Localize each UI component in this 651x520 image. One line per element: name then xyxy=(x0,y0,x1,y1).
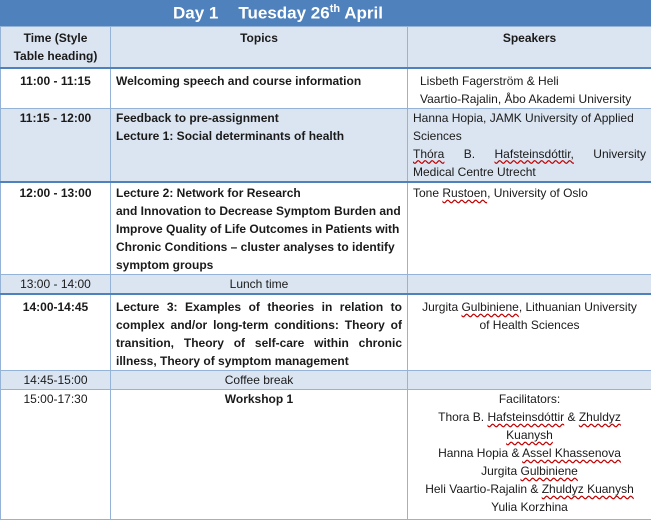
speaker-cell: Facilitators: Thora B. Hafsteinsdóttir & Zhuldyz Kuanysh Hanna Hopia & Assel Khassenova Jurgita Gulbiniene Heli Vaartio-Rajalin & Zhuldyz Kuanysh Yulia Korzhina xyxy=(408,390,651,520)
topic-cell: Lunch time xyxy=(111,275,408,295)
day-label: Day 1 xyxy=(173,4,218,23)
time-cell: 14:45-15:00 xyxy=(1,371,111,390)
speaker-cell: Lisbeth Fagerström & Heli Vaartio-Rajalin, Åbo Akademi University xyxy=(408,68,651,109)
speaker-cell xyxy=(408,275,651,295)
topic-cell: Workshop 1 xyxy=(111,390,408,520)
table-header-row xyxy=(1,27,651,68)
table-row xyxy=(1,390,651,520)
topic-cell: Feedback to pre-assignment Lecture 1: Social determinants of health xyxy=(111,108,408,182)
date-suffix: th xyxy=(330,3,340,15)
date-label: Tuesday 26 xyxy=(238,4,329,23)
facilitator-line: Hanna Hopia & Assel Khassenova xyxy=(413,444,646,462)
table-row xyxy=(1,182,651,275)
time-cell: 13:00 - 14:00 xyxy=(1,275,111,295)
facilitator-line: Heli Vaartio-Rajalin & Zhuldyz Kuanysh xyxy=(413,480,646,498)
speakers-column-header: Speakers xyxy=(408,27,651,68)
time-column-header: Time (Style Table heading) xyxy=(1,27,111,68)
time-cell: 12:00 - 13:00 xyxy=(1,182,111,275)
topic-cell: Lecture 2: Network for Research and Innovation to Decrease Symptom Burden and Improve Quality of Life Outcomes in Patients with Chronic Conditions – cluster analyses to identify symptom groups xyxy=(111,182,408,275)
day-header xyxy=(0,0,651,26)
schedule-table xyxy=(0,26,651,520)
speaker-cell xyxy=(408,371,651,390)
time-cell: 15:00-17:30 xyxy=(1,390,111,520)
speaker-cell: Tone Rustoen, University of Oslo xyxy=(408,182,651,275)
time-cell: 11:15 - 12:00 xyxy=(1,108,111,182)
topic-cell: Lecture 3: Examples of theories in relation to complex and/or long-term conditions: Theory of transition, Theory of self-care within chronic illness, Theory of symptom management xyxy=(111,294,408,371)
table-row xyxy=(1,68,651,109)
speaker-cell: Hanna Hopia, JAMK University of Applied Sciences Thóra B. Hafsteinsdóttir, University Medical Centre Utrecht xyxy=(408,108,651,182)
speaker-cell: Jurgita Gulbiniene, Lithuanian University of Health Sciences xyxy=(408,294,651,371)
topic-cell: Coffee break xyxy=(111,371,408,390)
table-row xyxy=(1,294,651,371)
day-title xyxy=(173,3,383,24)
time-cell: 11:00 - 11:15 xyxy=(1,68,111,109)
topic-cell: Welcoming speech and course information xyxy=(111,68,408,109)
table-row xyxy=(1,275,651,295)
facilitator-line: Thora B. Hafsteinsdóttir & Zhuldyz xyxy=(413,408,646,426)
time-cell: 14:00-14:45 xyxy=(1,294,111,371)
facilitator-line: Jurgita Gulbiniene xyxy=(413,462,646,480)
table-row xyxy=(1,108,651,182)
date-month: April xyxy=(340,4,383,23)
table-row xyxy=(1,371,651,390)
topics-column-header: Topics xyxy=(111,27,408,68)
speaker-line: Thóra B. Hafsteinsdóttir, University xyxy=(413,145,646,163)
